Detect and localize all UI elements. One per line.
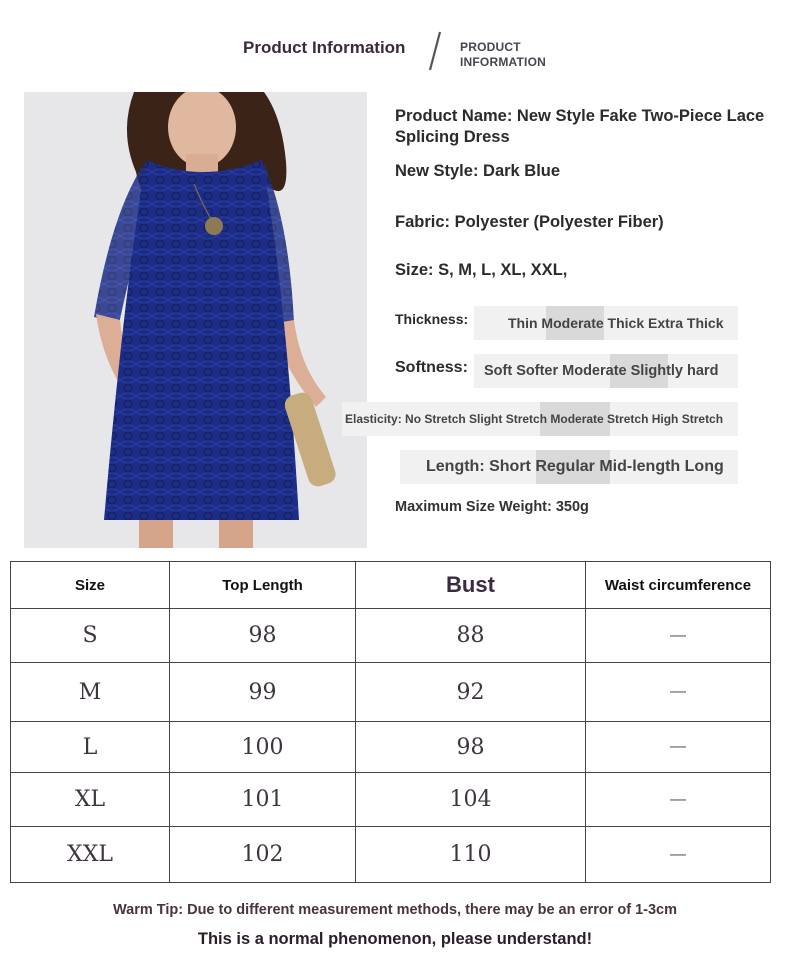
cell-waist: — — [586, 722, 771, 773]
header-bust: Bust — [356, 562, 586, 609]
section-title: Product Information — [243, 38, 406, 57]
table-row — [11, 609, 771, 663]
max-weight: Maximum Size Weight: 350g — [395, 499, 589, 515]
cell-bust: 92 — [356, 663, 586, 722]
cell-waist: — — [586, 663, 771, 722]
cell-top-length: 102 — [170, 827, 356, 883]
cell-bust: 98 — [356, 722, 586, 773]
header-waist: Waist circumference — [586, 562, 771, 609]
cell-top-length: 101 — [170, 773, 356, 827]
cell-waist: — — [586, 773, 771, 827]
softness-options — [474, 354, 738, 388]
elasticity-options-text: Elasticity: No Stretch Slight Stretch Moderate Stretch High Stretch — [345, 412, 724, 426]
product-size: Size: S, M, L, XL, XXL, — [395, 261, 568, 279]
cell-bust: 104 — [356, 773, 586, 827]
cell-size: S — [11, 609, 170, 663]
softness-options-text: Soft Softer Moderate Slightly hard — [484, 363, 719, 379]
cell-top-length: 99 — [170, 663, 356, 722]
length-options-text: Length: Short Regular Mid-length Long — [426, 458, 724, 475]
product-photo — [24, 92, 367, 548]
table-header-row — [11, 562, 771, 609]
table-row — [11, 722, 771, 773]
warm-tip-note: This is a normal phenomenon, please understand! — [197, 930, 593, 948]
cell-bust: 88 — [356, 609, 586, 663]
cell-bust: 110 — [356, 827, 586, 883]
header-size: Size — [11, 562, 170, 609]
softness-label: Softness: — [395, 359, 468, 376]
product-name: Product Name: New Style Fake Two-Piece Lace Splicing Dress — [395, 107, 765, 146]
cell-size: M — [11, 663, 170, 722]
product-style: New Style: Dark Blue — [395, 162, 561, 180]
thickness-options-text: Thin Moderate Thick Extra Thick — [508, 315, 724, 331]
table-row — [11, 827, 771, 883]
cell-top-length: 100 — [170, 722, 356, 773]
cell-waist: — — [586, 827, 771, 883]
header-top-length: Top Length — [170, 562, 356, 609]
cell-top-length: 98 — [170, 609, 356, 663]
cell-size: XXL — [11, 827, 170, 883]
length-options — [400, 450, 738, 484]
model-illustration — [24, 92, 367, 548]
cell-waist: — — [586, 609, 771, 663]
warm-tip: Warm Tip: Due to different measurement methods, there may be an error of 1-3cm — [112, 902, 678, 918]
size-table — [10, 561, 771, 883]
section-subtitle — [460, 40, 546, 70]
table-row — [11, 773, 771, 827]
thickness-label: Thickness: — [395, 311, 469, 327]
subtitle-line-2: INFORMATION — [460, 55, 546, 69]
cell-size: L — [11, 722, 170, 773]
elasticity-options — [342, 402, 738, 436]
table-row — [11, 663, 771, 722]
slash-divider — [428, 30, 442, 72]
product-fabric: Fabric: Polyester (Polyester Fiber) — [395, 213, 664, 231]
thickness-options — [474, 306, 738, 340]
cell-size: XL — [11, 773, 170, 827]
subtitle-line-1: PRODUCT — [460, 40, 521, 54]
